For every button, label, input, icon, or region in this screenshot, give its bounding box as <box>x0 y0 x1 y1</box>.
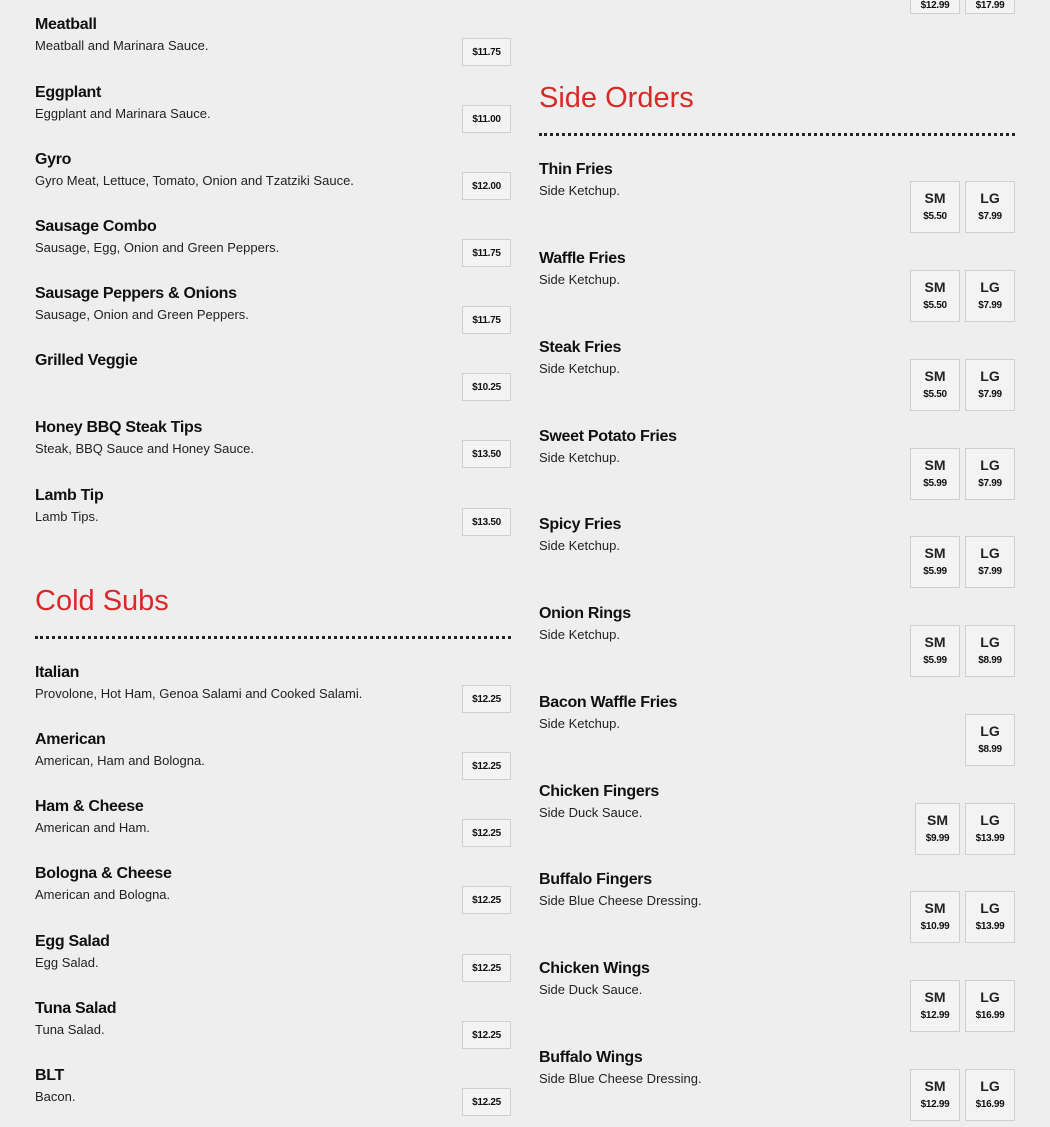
size-label: LG <box>980 634 1000 650</box>
size-button-sm[interactable] <box>910 359 960 411</box>
size-prices <box>910 1069 1015 1121</box>
item-description: Sausage, Egg, Onion and Green Peppers. <box>35 240 280 255</box>
section-title-side-orders: Side Orders <box>539 82 694 114</box>
size-price: $7.99 <box>978 300 1002 311</box>
menu-item[interactable] <box>539 249 1015 309</box>
item-name: Spicy Fries <box>539 516 622 533</box>
menu-item[interactable] <box>539 160 1015 220</box>
size-price: $12.99 <box>920 1099 950 1110</box>
size-price: $8.99 <box>978 655 1002 666</box>
size-button-lg[interactable] <box>965 980 1015 1032</box>
price-button[interactable]: $12.25 <box>462 685 511 713</box>
size-prices <box>965 714 1015 766</box>
item-name: Chicken Fingers <box>539 783 659 800</box>
menu-item[interactable] <box>35 150 511 210</box>
item-description: Side Ketchup. <box>539 716 620 731</box>
size-price: $16.99 <box>975 1010 1005 1021</box>
menu-item[interactable] <box>539 1048 1015 1108</box>
item-name: Egg Salad <box>35 933 110 950</box>
size-price: $12.99 <box>920 0 950 11</box>
item-name: Sweet Potato Fries <box>539 428 677 445</box>
price-button[interactable]: $12.25 <box>462 752 511 780</box>
menu-item[interactable] <box>35 999 511 1059</box>
item-name: Onion Rings <box>539 605 631 622</box>
item-name: Buffalo Wings <box>539 1049 643 1066</box>
size-label: SM <box>924 1078 946 1094</box>
item-description: Egg Salad. <box>35 955 99 970</box>
size-prices <box>910 536 1015 588</box>
menu-item[interactable] <box>35 15 511 75</box>
size-label: SM <box>924 368 946 384</box>
price-button[interactable]: $12.00 <box>462 172 511 200</box>
size-label: SM <box>924 545 946 561</box>
item-name: Waffle Fries <box>539 250 626 267</box>
price-button[interactable]: $12.25 <box>462 886 511 914</box>
price-button[interactable]: $12.25 <box>462 1021 511 1049</box>
size-label: LG <box>980 190 1000 206</box>
item-description: Side Ketchup. <box>539 361 620 376</box>
size-prices <box>910 0 1015 14</box>
item-name: BLT <box>35 1067 65 1084</box>
price-button[interactable]: $13.50 <box>462 508 511 536</box>
price-button[interactable]: $12.25 <box>462 819 511 847</box>
size-prices <box>915 803 1015 855</box>
price-button[interactable]: $10.25 <box>462 373 511 401</box>
size-label: SM <box>924 190 946 206</box>
size-label: LG <box>980 368 1000 384</box>
item-name: Lamb Tip <box>35 487 104 504</box>
size-prices <box>910 448 1015 500</box>
item-description: Steak, BBQ Sauce and Honey Sauce. <box>35 441 254 456</box>
size-label: LG <box>980 723 1000 739</box>
size-prices <box>910 891 1015 943</box>
menu-item[interactable] <box>539 870 1015 930</box>
size-label: LG <box>980 545 1000 561</box>
size-label: LG <box>980 989 1000 1005</box>
item-description: Side Duck Sauce. <box>539 805 643 820</box>
menu-item[interactable] <box>35 217 511 277</box>
item-description: Eggplant and Marinara Sauce. <box>35 106 211 121</box>
item-name: Ham & Cheese <box>35 798 144 815</box>
item-name: Gyro <box>35 151 72 168</box>
menu-item[interactable] <box>35 797 511 857</box>
price-button[interactable]: $11.75 <box>462 306 511 334</box>
price-button[interactable]: $12.25 <box>462 954 511 982</box>
item-description: Side Ketchup. <box>539 183 620 198</box>
item-description: Meatball and Marinara Sauce. <box>35 38 209 53</box>
size-price: $17.99 <box>975 0 1005 11</box>
price-button[interactable]: $12.25 <box>462 1088 511 1116</box>
size-button-sm[interactable] <box>910 181 960 233</box>
size-label: LG <box>980 812 1000 828</box>
item-description: American and Ham. <box>35 820 150 835</box>
item-name: Sausage Combo <box>35 218 157 235</box>
item-description: Side Duck Sauce. <box>539 982 643 997</box>
menu-item[interactable] <box>35 418 511 478</box>
price-button[interactable]: $11.00 <box>462 105 511 133</box>
size-button-lg[interactable] <box>965 803 1015 855</box>
size-button-sm[interactable] <box>910 0 960 14</box>
size-price: $10.99 <box>920 921 950 932</box>
size-price: $7.99 <box>978 478 1002 489</box>
section-divider <box>539 133 1015 136</box>
size-button-sm[interactable] <box>910 270 960 322</box>
item-description: Side Blue Cheese Dressing. <box>539 1071 702 1086</box>
size-button-sm[interactable] <box>915 803 960 855</box>
menu-item[interactable] <box>35 351 511 411</box>
menu-item[interactable] <box>35 1066 511 1126</box>
menu-item[interactable] <box>35 932 511 992</box>
item-description: Provolone, Hot Ham, Genoa Salami and Cooked Salami. <box>35 686 363 701</box>
size-price: $7.99 <box>978 211 1002 222</box>
size-button-sm[interactable] <box>910 891 960 943</box>
size-button-lg[interactable] <box>965 359 1015 411</box>
item-description: Lamb Tips. <box>35 509 99 524</box>
size-price: $5.99 <box>923 655 947 666</box>
menu-item[interactable] <box>539 338 1015 398</box>
size-label: SM <box>927 812 948 828</box>
price-button[interactable]: $11.75 <box>462 38 511 66</box>
size-button-lg[interactable] <box>965 536 1015 588</box>
item-name: American <box>35 731 106 748</box>
size-button-lg[interactable] <box>965 891 1015 943</box>
size-prices <box>910 270 1015 322</box>
item-name: Sausage Peppers & Onions <box>35 285 237 302</box>
size-label: LG <box>980 457 1000 473</box>
menu-item[interactable] <box>35 864 511 924</box>
item-description: Side Ketchup. <box>539 627 620 642</box>
item-description: Side Blue Cheese Dressing. <box>539 893 702 908</box>
item-description: Sausage, Onion and Green Peppers. <box>35 307 249 322</box>
size-price: $5.99 <box>923 566 947 577</box>
menu-item[interactable] <box>539 515 1015 575</box>
menu-item[interactable] <box>35 83 511 143</box>
menu-item[interactable] <box>539 693 1015 753</box>
size-button-sm[interactable] <box>910 625 960 677</box>
section-title-cold-subs: Cold Subs <box>35 585 169 617</box>
size-price: $5.50 <box>923 300 947 311</box>
item-name: Honey BBQ Steak Tips <box>35 419 203 436</box>
item-name: Italian <box>35 664 80 681</box>
item-name: Tuna Salad <box>35 1000 117 1017</box>
size-button-sm[interactable] <box>910 448 960 500</box>
size-button-sm[interactable] <box>910 536 960 588</box>
size-button-lg[interactable] <box>965 448 1015 500</box>
item-name: Meatball <box>35 16 97 33</box>
item-description: Gyro Meat, Lettuce, Tomato, Onion and Tzatziki Sauce. <box>35 173 354 188</box>
size-prices <box>910 980 1015 1032</box>
section-divider <box>35 636 511 639</box>
item-description: Side Ketchup. <box>539 538 620 553</box>
size-price: $13.99 <box>975 921 1005 932</box>
size-price: $9.99 <box>925 833 950 844</box>
size-label: SM <box>924 457 946 473</box>
size-price: $5.50 <box>923 211 947 222</box>
size-button-sm[interactable] <box>910 980 960 1032</box>
size-price: $7.99 <box>978 566 1002 577</box>
item-name: Bologna & Cheese <box>35 865 172 882</box>
size-prices <box>910 359 1015 411</box>
size-price: $7.99 <box>978 389 1002 400</box>
item-description: American and Bologna. <box>35 887 171 902</box>
menu-item[interactable] <box>35 486 511 546</box>
size-label: SM <box>924 900 946 916</box>
item-name: Grilled Veggie <box>35 352 138 369</box>
size-price: $5.99 <box>923 478 947 489</box>
size-button-lg[interactable] <box>965 625 1015 677</box>
size-label: LG <box>980 1078 1000 1094</box>
size-button-sm[interactable] <box>910 1069 960 1121</box>
size-label: LG <box>980 900 1000 916</box>
price-button[interactable]: $11.75 <box>462 239 511 267</box>
item-name: Steak Fries <box>539 339 622 356</box>
size-button-lg[interactable] <box>965 181 1015 233</box>
price-button[interactable]: $13.50 <box>462 440 511 468</box>
size-price: $16.99 <box>975 1099 1005 1110</box>
size-label: SM <box>924 634 946 650</box>
item-description: Side Ketchup. <box>539 450 620 465</box>
item-description: Tuna Salad. <box>35 1022 105 1037</box>
size-button-lg[interactable] <box>965 714 1015 766</box>
menu-item[interactable] <box>539 604 1015 664</box>
size-label: LG <box>980 279 1000 295</box>
item-name: Buffalo Fingers <box>539 871 652 888</box>
size-button-lg[interactable] <box>965 0 1015 14</box>
size-price: $12.99 <box>920 1010 950 1021</box>
menu-item[interactable] <box>35 730 511 790</box>
item-description: American, Ham and Bologna. <box>35 753 205 768</box>
item-name: Eggplant <box>35 84 102 101</box>
item-name: Bacon Waffle Fries <box>539 694 678 711</box>
size-label: SM <box>924 989 946 1005</box>
size-prices <box>910 625 1015 677</box>
menu-item[interactable] <box>539 959 1015 1019</box>
menu-item[interactable] <box>539 427 1015 487</box>
size-price: $13.99 <box>975 833 1005 844</box>
size-price: $5.50 <box>923 389 947 400</box>
item-description: Side Ketchup. <box>539 272 620 287</box>
menu-item[interactable] <box>539 782 1015 842</box>
size-label: SM <box>924 279 946 295</box>
size-button-lg[interactable] <box>965 270 1015 322</box>
size-prices <box>910 181 1015 233</box>
size-button-lg[interactable] <box>965 1069 1015 1121</box>
size-price: $8.99 <box>978 744 1002 755</box>
menu-item[interactable] <box>35 663 511 723</box>
item-name: Thin Fries <box>539 161 613 178</box>
item-description: Bacon. <box>35 1089 76 1104</box>
item-name: Chicken Wings <box>539 960 650 977</box>
menu-item[interactable] <box>35 284 511 344</box>
